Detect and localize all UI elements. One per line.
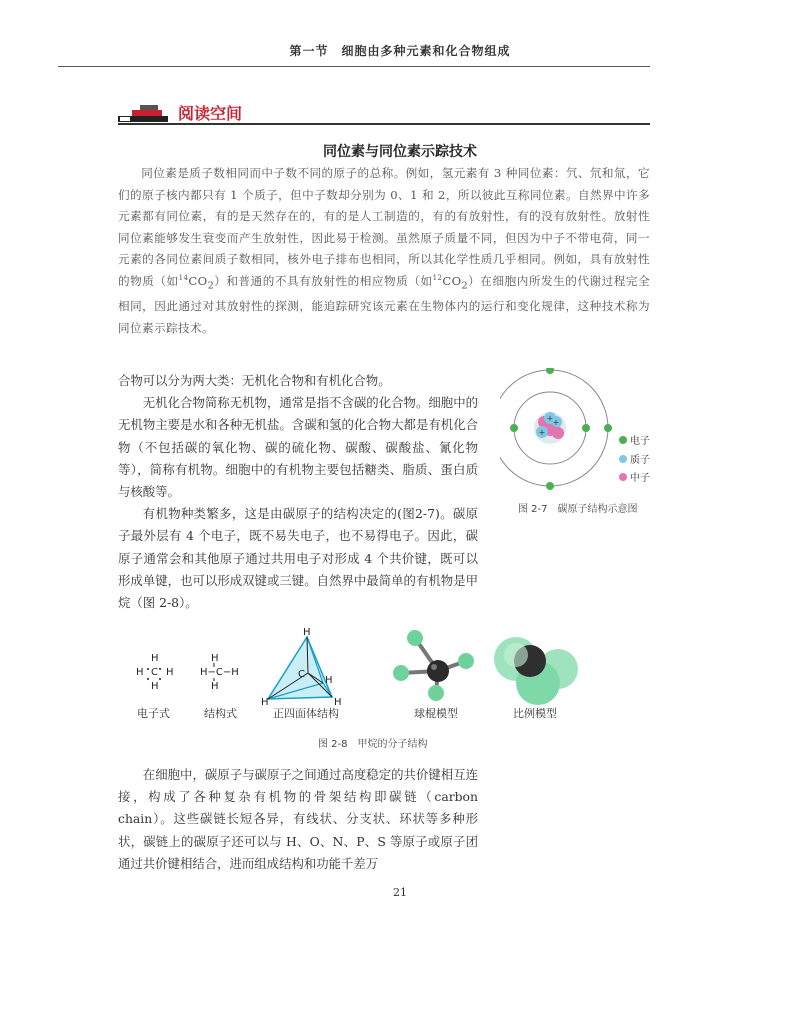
figure-2-7-caption: 图 2-7 碳原子结构示意图: [518, 504, 638, 515]
reading-text-2: ）和普通的不具有放射性的相应物质（如: [214, 273, 433, 288]
page-header-title: 第一节 细胞由多种元素和化合物组成: [289, 44, 511, 58]
isotope-superscript-12: 12: [432, 273, 443, 282]
main-paragraph-3: 有机物种类繁多，这是由碳原子的结构决定的(图2-7)。碳原子最外层有 4 个电子，既不易失电子，也不易得电子。因此，碳原子通常会和其他原子通过共用电子对形成 4 个共价键，既可以形成单键，也可以形成双键或三键。自然界中最简单的有机物是甲烷（图 2-8）。: [118, 506, 478, 611]
space-filling-model: [494, 637, 578, 705]
svg-text:H: H: [325, 675, 333, 686]
subscript-2b: 2: [461, 279, 469, 291]
book-stack-icon: [118, 104, 170, 124]
reading-text-1: 同位素是质子数相同而中子数不同的原子的总称。例如，氢元素有 3 种同位素：氕、氘和氚，它们的原子核内都只有 1 个质子，但中子数却分别为 0、1 和 2，所以彼此互称同位素。自然界中许多元素都有同位素，有的是天然存在的，有的是人工制造的，有的有放射性，有的没有放射性。放射性同位素能够发生衰变而产生放射性，因此易于检测。虽然原子质量不同，但因为中子不带电荷，同一元素的各同位素间质子数相同，核外电子排布也相同，所以其化学性质几乎相同。例如，具有放射性的物质（如: [118, 166, 650, 288]
legend-neutron: 中子: [630, 473, 650, 484]
svg-text:H−C−H: H−C−H: [200, 667, 239, 678]
svg-text:H: H: [261, 697, 269, 708]
svg-text:H: H: [303, 627, 311, 638]
label-ball-stick: 球棍模型: [414, 707, 458, 720]
label-structural-formula: 结构式: [204, 707, 237, 720]
svg-text:C: C: [298, 669, 305, 680]
electron-formula: [136, 653, 174, 692]
ball-and-stick-model: [393, 630, 474, 701]
methane-structures: [118, 625, 578, 725]
svg-text:H: H: [136, 667, 144, 678]
svg-text:C: C: [151, 667, 158, 678]
header-divider: [58, 66, 650, 67]
svg-text:H: H: [151, 681, 159, 692]
bottom-text: [118, 764, 478, 875]
bottom-paragraph: 在细胞中，碳原子与碳原子之间通过高度稳定的共价键相互连接，构成了各种复杂有机物的骨架结构即碳链（carbon chain）。这些碳链长短各异，有线状、分支状、环状等多种形状，碳链上的碳原子还可以与 H、O、N、P、S 等原子或原子团通过共价键相结合，进而组成结构和功能千差万: [118, 767, 478, 871]
banner-divider: [118, 123, 650, 125]
legend-proton: 质子: [630, 455, 650, 466]
figure-2-8-caption: 图 2-8 甲烷的分子结构: [318, 739, 428, 750]
svg-text:H: H: [334, 697, 342, 708]
tetrahedron-structure: [261, 627, 342, 708]
svg-text:H: H: [166, 667, 174, 678]
reading-body: [118, 163, 650, 339]
svg-text:H: H: [151, 653, 159, 664]
svg-text:+: +: [546, 414, 554, 423]
co-label-2: CO: [442, 273, 462, 288]
banner-title: 阅读空间: [178, 104, 243, 123]
legend-electron: 电子: [630, 436, 650, 447]
svg-text:+: +: [552, 418, 560, 427]
reading-text-3: ）在细胞内所发生的代谢过程完全相同，因此通过对其放射性的探测，能追踪研究该元素在生物体内的运行和变化规律，这种技术称为同位素示踪技术。: [118, 273, 650, 335]
main-paragraph-1: 合物可以分为两大类：无机化合物和有机化合物。: [118, 373, 391, 388]
label-tetrahedron: 正四面体结构: [273, 707, 339, 720]
subscript-2: 2: [207, 279, 215, 291]
isotope-superscript-14: 14: [178, 273, 189, 282]
reading-title: 同位素与同位素示踪技术: [323, 144, 477, 160]
carbon-atom-diagram: [500, 368, 660, 498]
structural-formula: [200, 653, 239, 692]
page-number: 21: [393, 886, 407, 899]
svg-text:H: H: [211, 681, 219, 692]
svg-text:+: +: [538, 428, 546, 437]
label-electron-formula: 电子式: [137, 707, 170, 720]
co-label-1: CO: [188, 273, 208, 288]
main-text: [118, 370, 478, 614]
svg-text:H: H: [211, 653, 219, 664]
label-space-filling: 比例模型: [513, 707, 557, 720]
main-paragraph-2: 无机化合物简称无机物，通常是指不含碳的化合物。细胞中的无机物主要是水和各种无机盐。含碳和氢的化合物大都是有机化合物（不包括碳的氧化物、碳的硫化物、碳酸、碳酸盐、氰化物等），简称有机物。细胞中的有机物主要包括糖类、脂质、蛋白质与核酸等。: [118, 395, 478, 500]
reading-paragraph: [118, 163, 650, 339]
